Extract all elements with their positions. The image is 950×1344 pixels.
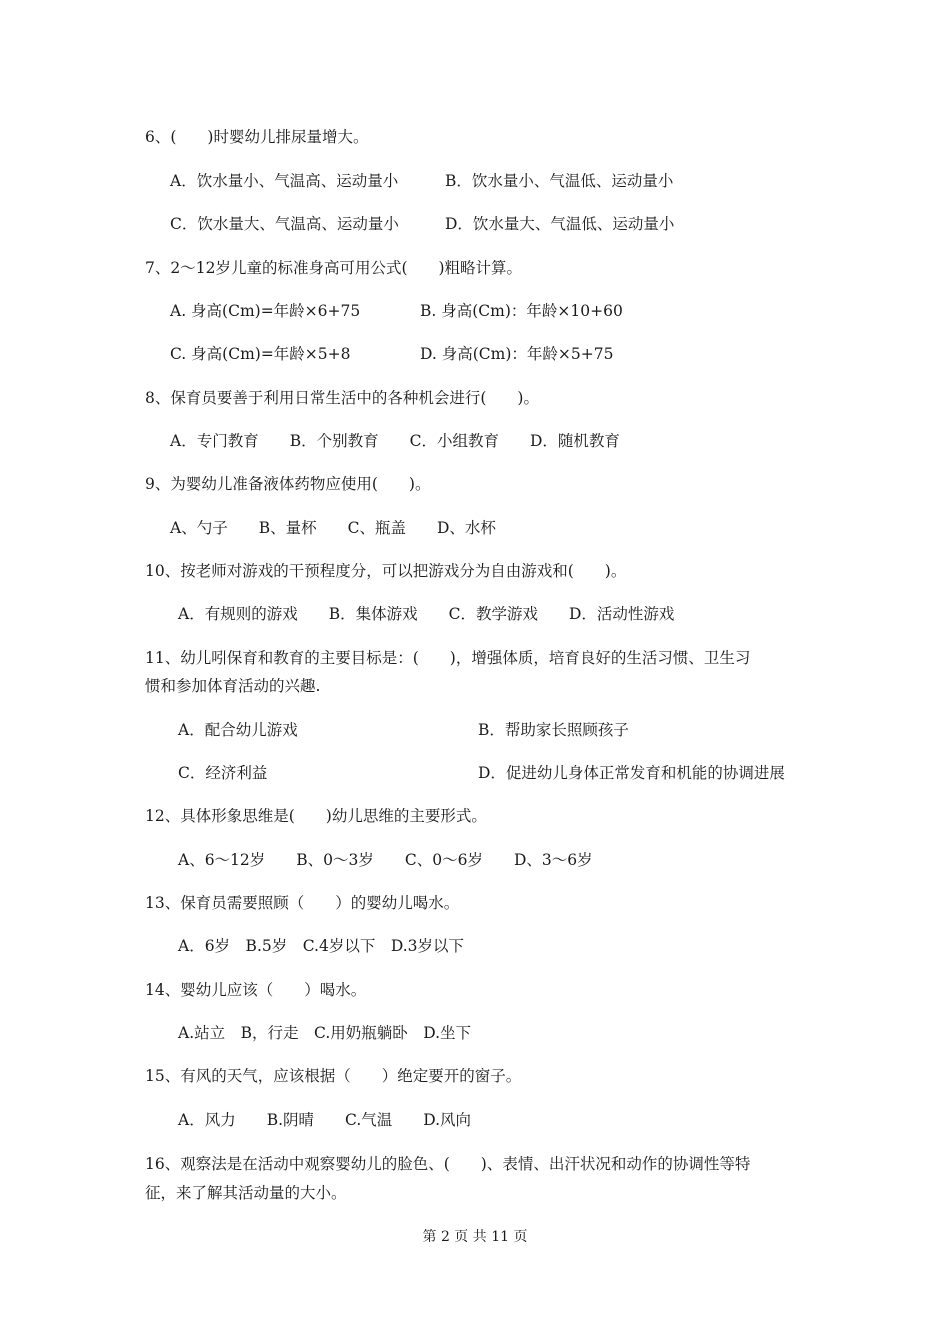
question-7-stem: 7、2～12岁儿童的标准身高可用公式( )粗略计算。 (145, 259, 523, 277)
question-11-option-c: C．经济利益 (178, 764, 268, 782)
question-6-option-c: C．饮水量大、气温高、运动量小 (170, 215, 399, 233)
question-6-option-d: D．饮水量大、气温低、运动量小 (445, 215, 675, 233)
question-9-stem: 9、为婴幼儿准备液体药物应使用( )。 (145, 475, 431, 493)
page-number: 第 2 页 共 11 页 (422, 1229, 528, 1245)
question-13-options: A．6岁 B.5岁 C.4岁以下 D.3岁以下 (178, 937, 464, 955)
question-6-option-b: B．饮水量小、气温低、运动量小 (445, 172, 674, 190)
question-10-options: A．有规则的游戏 B．集体游戏 C．教学游戏 D．活动性游戏 (178, 605, 675, 623)
question-14-stem: 14、婴幼儿应该（ ）喝水。 (145, 981, 367, 999)
question-16-stem-line-1: 16、观察法是在活动中观察婴幼儿的脸色、( )、表情、出汗状况和动作的协调性等特 (145, 1155, 751, 1173)
question-11-stem-line-1: 11、幼儿吲保育和教育的主要目标是：( )，增强体质，培育良好的生活习惯、卫生习 (145, 649, 751, 667)
question-11-option-d: D．促进幼儿身体正常发育和机能的协调进展 (478, 764, 785, 782)
question-14-options: A.站立 B，行走 C.用奶瓶躺卧 D.坐下 (178, 1024, 472, 1042)
question-9-options: A、勺子 B、量杯 C、瓶盖 D、水杯 (170, 519, 496, 537)
question-13-stem: 13、保育员需要照顾（ ）的婴幼儿喝水。 (145, 894, 460, 912)
question-11-option-b: B．帮助家长照顾孩子 (478, 721, 629, 739)
question-15-options: A．风力 B.阴晴 C.气温 D.风向 (178, 1111, 472, 1129)
question-6-option-a: A．饮水量小、气温高、运动量小 (170, 172, 399, 190)
question-8-stem: 8、保育员要善于利用日常生活中的各种机会进行( )。 (145, 389, 539, 407)
question-7-option-a: A. 身高(Cm)=年龄×6+75 (170, 302, 361, 320)
question-11-stem-line-2: 惯和参加体育活动的兴趣. (145, 677, 321, 695)
question-7-option-d: D. 身高(Cm)：年龄×5+75 (420, 345, 614, 363)
question-8-options: A．专门教育 B．个别教育 C．小组教育 D．随机教育 (170, 432, 620, 450)
question-12-stem: 12、具体形象思维是( )幼儿思维的主要形式。 (145, 807, 487, 825)
question-7-option-c: C. 身高(Cm)=年龄×5+8 (170, 345, 351, 363)
question-10-stem: 10、按老师对游戏的干预程度分，可以把游戏分为自由游戏和( )。 (145, 562, 627, 580)
question-6-stem: 6、( )时婴幼儿排尿量增大。 (145, 128, 369, 146)
question-12-options: A、6～12岁 B、0～3岁 C、0～6岁 D、3～6岁 (178, 851, 593, 869)
question-16-stem-line-2: 征，来了解其活动量的大小。 (145, 1184, 347, 1202)
question-15-stem: 15、有风的天气，应该根据（ ）绝定要开的窗子。 (145, 1067, 522, 1085)
question-7-option-b: B. 身高(Cm)：年龄×10+60 (420, 302, 623, 320)
question-11-option-a: A．配合幼儿游戏 (178, 721, 298, 739)
